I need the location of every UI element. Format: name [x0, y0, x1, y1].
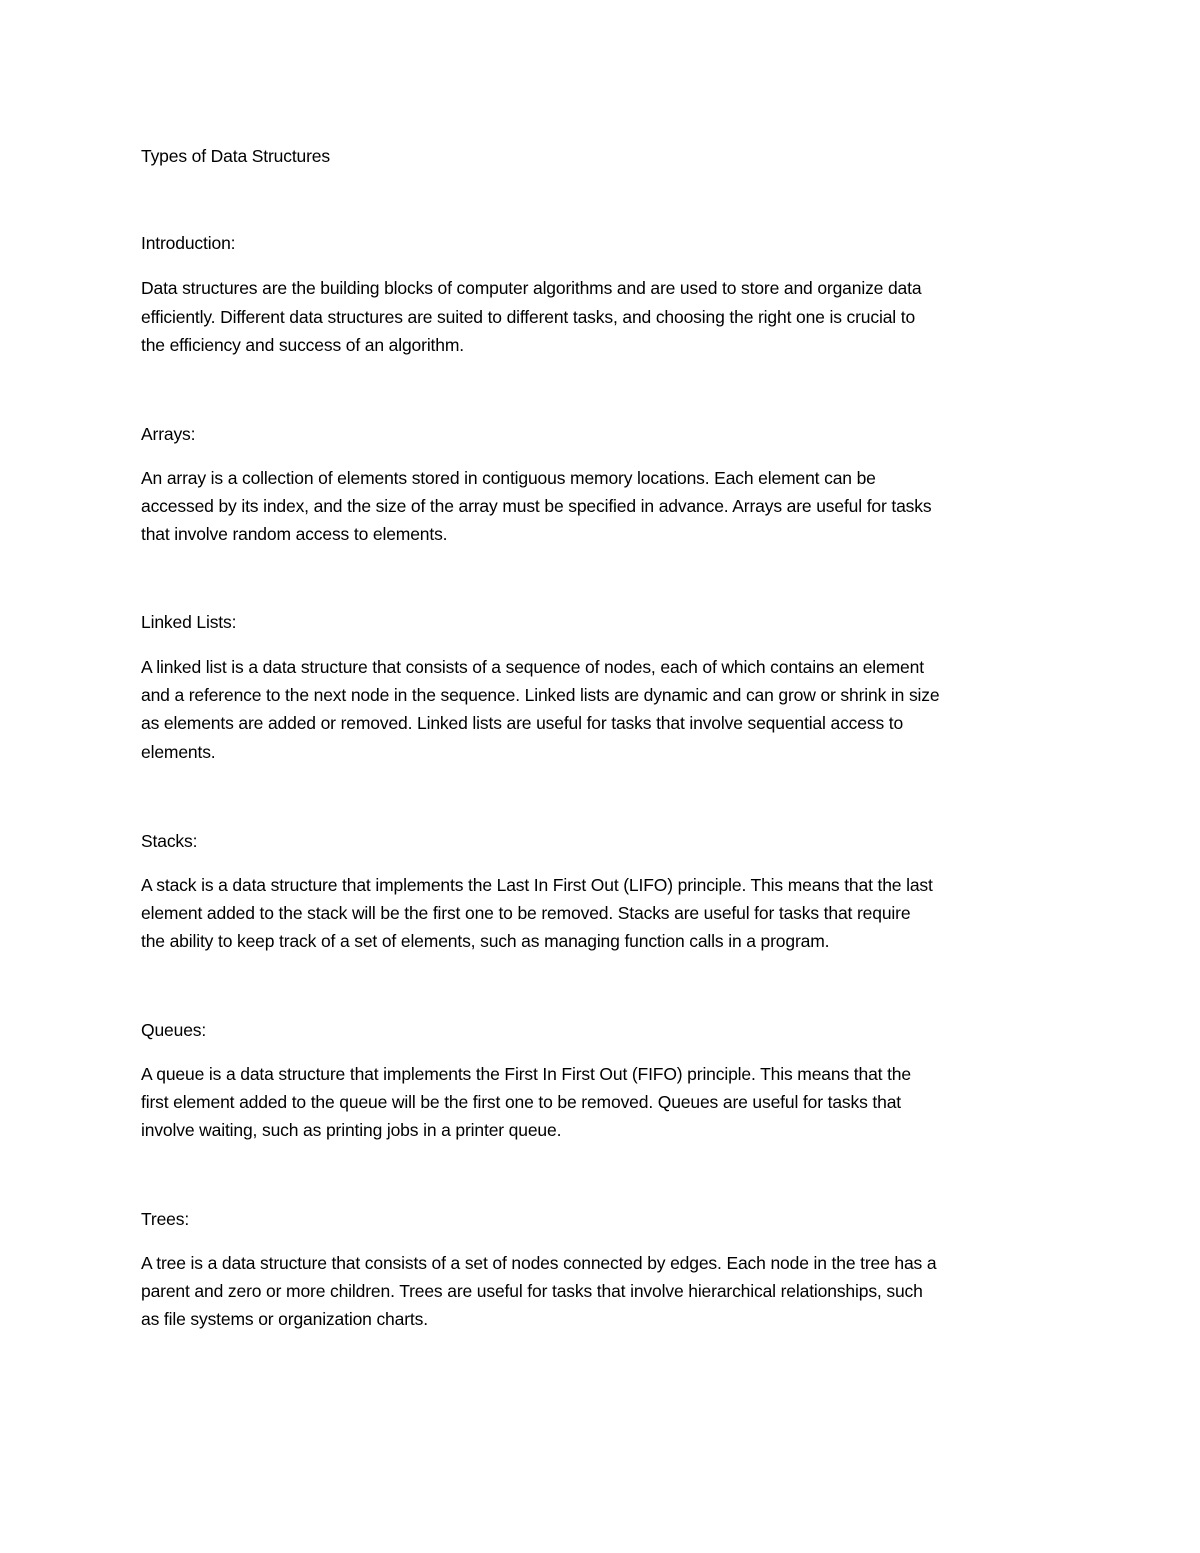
introduction-paragraph-line: Data structures are the building blocks of computer algorithms and are used to store and organize data	[141, 278, 922, 298]
section-heading-trees: Trees:	[141, 1209, 190, 1229]
stacks-paragraph-line: A stack is a data structure that implements the Last In First Out (LIFO) principle. This means that the last	[141, 875, 933, 895]
queues-paragraph-line: A queue is a data structure that implements the First In First Out (FIFO) principle. This means that the	[141, 1064, 911, 1084]
trees-paragraph-line: as file systems or organization charts.	[141, 1309, 428, 1329]
section-heading-linked-lists: Linked Lists:	[141, 612, 237, 632]
section-heading-introduction: Introduction:	[141, 233, 236, 253]
trees-paragraph-line: parent and zero or more children. Trees are useful for tasks that involve hierarchical relationships, such	[141, 1281, 923, 1301]
introduction-paragraph-line: the efficiency and success of an algorithm.	[141, 335, 464, 355]
arrays-paragraph-line: An array is a collection of elements stored in contiguous memory locations. Each element can be	[141, 468, 876, 488]
linked-lists-paragraph-line: elements.	[141, 742, 216, 762]
arrays-paragraph-line: that involve random access to elements.	[141, 524, 448, 544]
trees-paragraph-line: A tree is a data structure that consists of a set of nodes connected by edges. Each node in the tree has a	[141, 1253, 937, 1273]
section-heading-arrays: Arrays:	[141, 424, 196, 444]
linked-lists-paragraph-line: as elements are added or removed. Linked lists are useful for tasks that involve sequential access to	[141, 713, 904, 733]
stacks-paragraph-line: element added to the stack will be the first one to be removed. Stacks are useful for tasks that require	[141, 903, 911, 923]
queues-paragraph-line: involve waiting, such as printing jobs in a printer queue.	[141, 1120, 562, 1140]
section-heading-queues: Queues:	[141, 1020, 207, 1040]
stacks-paragraph-line: the ability to keep track of a set of elements, such as managing function calls in a program.	[141, 931, 830, 951]
section-heading-stacks: Stacks:	[141, 831, 198, 851]
arrays-paragraph-line: accessed by its index, and the size of the array must be specified in advance. Arrays are useful for tasks	[141, 496, 932, 516]
queues-paragraph-line: first element added to the queue will be the first one to be removed. Queues are useful for tasks that	[141, 1092, 902, 1112]
introduction-paragraph-line: efficiently. Different data structures are suited to different tasks, and choosing the right one is crucial to	[141, 307, 916, 327]
linked-lists-paragraph-line: A linked list is a data structure that consists of a sequence of nodes, each of which contains an element	[141, 657, 924, 677]
linked-lists-paragraph-line: and a reference to the next node in the sequence. Linked lists are dynamic and can grow or shrink in size	[141, 685, 940, 705]
document-title: Types of Data Structures	[141, 146, 330, 166]
